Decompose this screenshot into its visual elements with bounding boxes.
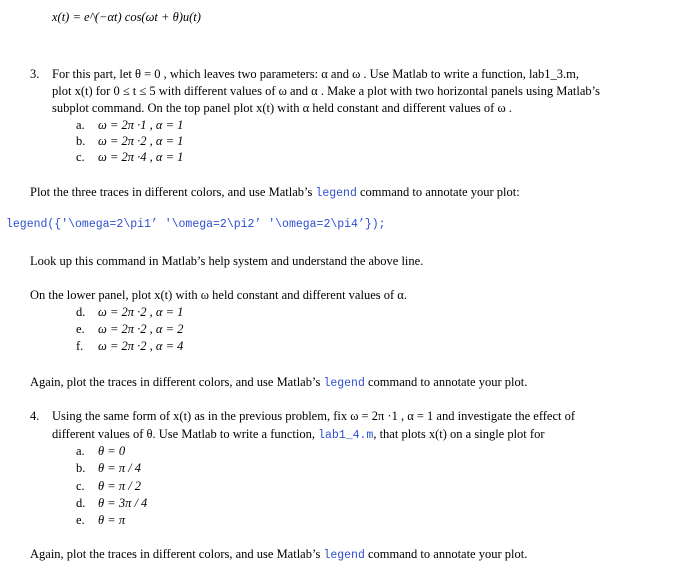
plot-instruction-post: command to annotate your plot: [360, 185, 520, 199]
item-expr: ω = 2π ·2 , α = 1 [98, 134, 184, 148]
legend-keyword: legend [315, 187, 357, 200]
item-label: c. [76, 150, 85, 164]
list-item [76, 479, 141, 494]
q4-line-1: Using the same form of x(t) as in the previous problem, fix ω = 2π ·1 , α = 1 and investigate the effect of [52, 409, 576, 423]
legend-code: legend({'\omega=2\pi1’ '\omega=2\pi2’ '\omega=2\pi4’}); [6, 218, 386, 231]
item-expr: θ = π / 4 [98, 461, 142, 475]
item-label: c. [76, 479, 85, 493]
signal-formula: x(t) = e^(−αt) cos(ωt + θ)u(t) [52, 10, 201, 24]
item-expr: ω = 2π ·1 , α = 1 [98, 118, 184, 132]
lower-panel-text: On the lower panel, plot x(t) with ω held constant and different values of α. [30, 288, 407, 302]
item-expr: θ = 3π / 4 [98, 496, 148, 510]
item-label: e. [76, 513, 85, 527]
filename-code: lab1_4.m [318, 429, 374, 442]
item-label: d. [76, 496, 86, 510]
item-label: f. [76, 339, 84, 353]
item-label: b. [76, 134, 86, 148]
item-label: a. [76, 444, 85, 458]
item-label: d. [76, 305, 86, 319]
again-pre: Again, plot the traces in different colors, and use Matlab’s [30, 375, 321, 389]
list-item [76, 118, 183, 133]
item-label: b. [76, 461, 86, 475]
q4-line-2-pre: different values of θ. Use Matlab to write a function, [52, 427, 315, 441]
item-expr: θ = 0 [98, 444, 126, 458]
q4-number: 4. [30, 409, 40, 423]
q4-line-2-post: , that plots x(t) on a single plot for [373, 427, 545, 441]
item-label: e. [76, 322, 85, 336]
legend-keyword: legend [323, 549, 365, 562]
item-expr: ω = 2π ·2 , α = 2 [98, 322, 184, 336]
list-item [76, 444, 125, 459]
list-item [76, 496, 147, 511]
list-item [76, 322, 183, 337]
item-label: a. [76, 118, 85, 132]
list-item [76, 150, 183, 165]
plot-instruction [30, 185, 520, 200]
list-item [76, 339, 183, 354]
again-instruction-q4 [30, 547, 527, 562]
again-instruction-q3 [30, 375, 527, 390]
list-item [76, 461, 141, 476]
q4-line-2 [52, 427, 544, 442]
plot-instruction-pre: Plot the three traces in different colors, and use Matlab’s [30, 185, 313, 199]
legend-keyword: legend [323, 377, 365, 390]
list-item [76, 513, 125, 528]
list-item [76, 305, 183, 320]
item-expr: θ = π [98, 513, 126, 527]
again-post: command to annotate your plot. [368, 547, 528, 561]
again-pre: Again, plot the traces in different colors, and use Matlab’s [30, 547, 321, 561]
q3-line-2: plot x(t) for 0 ≤ t ≤ 5 with different values of ω and α . Make a plot with two horizontal panels using Matlab’s [52, 84, 600, 98]
item-expr: ω = 2π ·2 , α = 1 [98, 305, 184, 319]
lookup-text: Look up this command in Matlab’s help system and understand the above line. [30, 254, 424, 268]
list-item [76, 134, 183, 149]
item-expr: ω = 2π ·2 , α = 4 [98, 339, 184, 353]
q3-line-1: For this part, let θ = 0 , which leaves two parameters: α and ω . Use Matlab to write a function, lab1_3.m, [52, 67, 579, 81]
item-expr: θ = π / 2 [98, 479, 142, 493]
q3-number: 3. [30, 67, 40, 81]
item-expr: ω = 2π ·4 , α = 1 [98, 150, 184, 164]
again-post: command to annotate your plot. [368, 375, 528, 389]
q3-line-3: subplot command. On the top panel plot x(t) with α held constant and different values of ω . [52, 101, 512, 115]
